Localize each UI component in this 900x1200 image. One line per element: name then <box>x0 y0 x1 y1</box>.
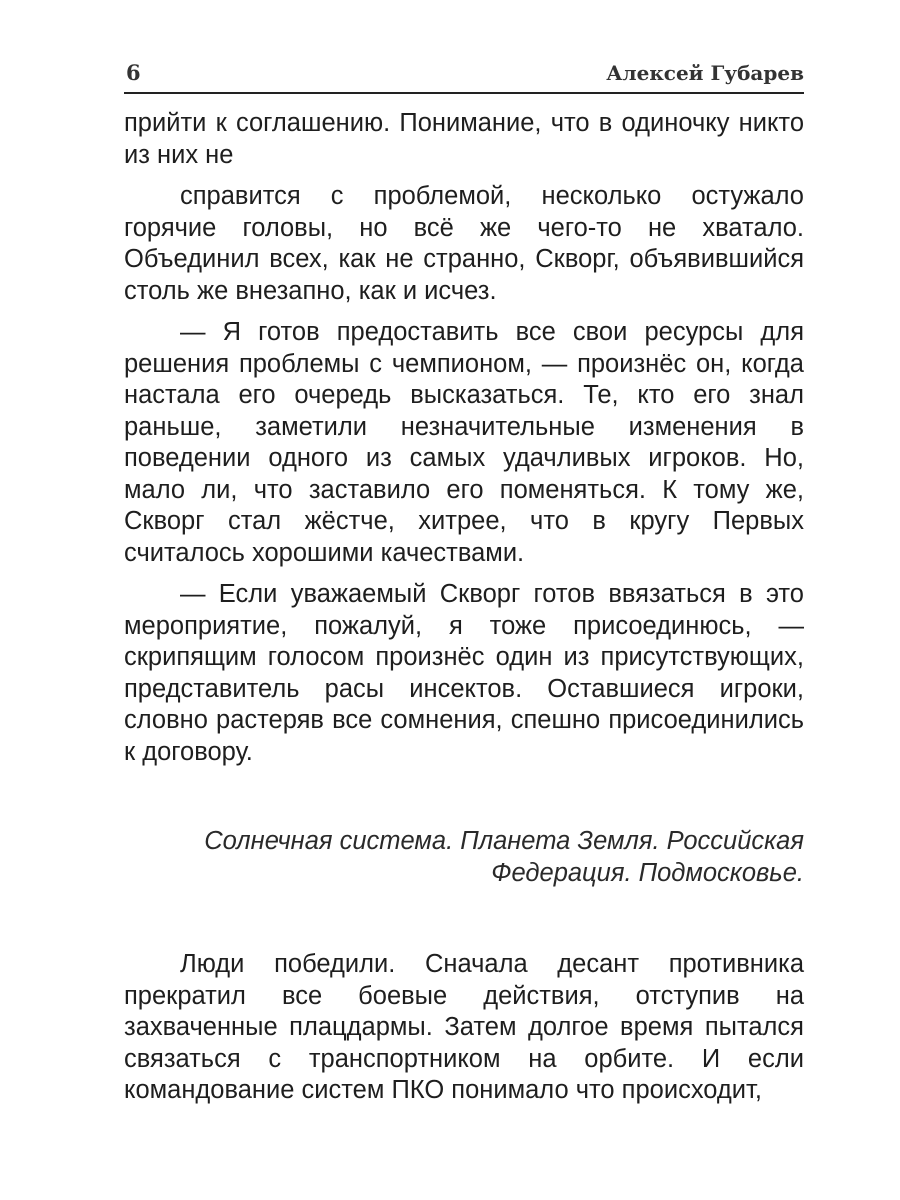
book-page <box>124 52 804 1172</box>
paragraph-3: — Я готов предоставить все свои ресурсы для решения проблемы с чемпионом, — произнёс он, когда настала его очередь высказаться. Те, кто его знал раньше, заметили незначительные изменения в поведении одного из самых удачливых игроков. Но, мало ли, что заставило его поменяться. К тому же, Скворг стал жёстче, хитрее, что в кругу Первых считалось хорошими качествами. <box>124 318 804 567</box>
page-header <box>124 52 804 94</box>
scene-location-heading <box>124 826 804 889</box>
paragraph-2: справится с проблемой, несколько остужало горячие головы, но всё же чего-то не хватало. Объединил всех, как не странно, Скворг, объявившийся столь же внезапно, как и исчез. <box>124 182 804 305</box>
paragraph-4: — Если уважаемый Скворг готов ввязаться в это мероприятие, пожалуй, я тоже присоединюсь, — скрипящим голосом произнёс один из присутствующих, представитель расы инсектов. Оставшиеся игроки, словно растеряв все сомнения, спешно присоединились к договору. <box>124 580 804 766</box>
paragraph-5: Люди победили. Сначала десант противника прекратил все боевые действия, отступив на захваченные плацдармы. Затем долгое время пытался связаться с транспортником на орбите. И если командование систем ПКО понимало что происходит, <box>124 950 804 1104</box>
body-text <box>124 108 804 1107</box>
paragraph-1: прийти к соглашению. Понимание, что в одиночку никто из них не <box>124 109 804 169</box>
running-head-author: Алексей Губарев <box>606 61 804 85</box>
location-line-1: Солнечная система. Планета Земля. Российская <box>204 827 804 855</box>
page-number: 6 <box>126 60 141 85</box>
location-line-2: Федерация. Подмосковье. <box>491 858 804 887</box>
